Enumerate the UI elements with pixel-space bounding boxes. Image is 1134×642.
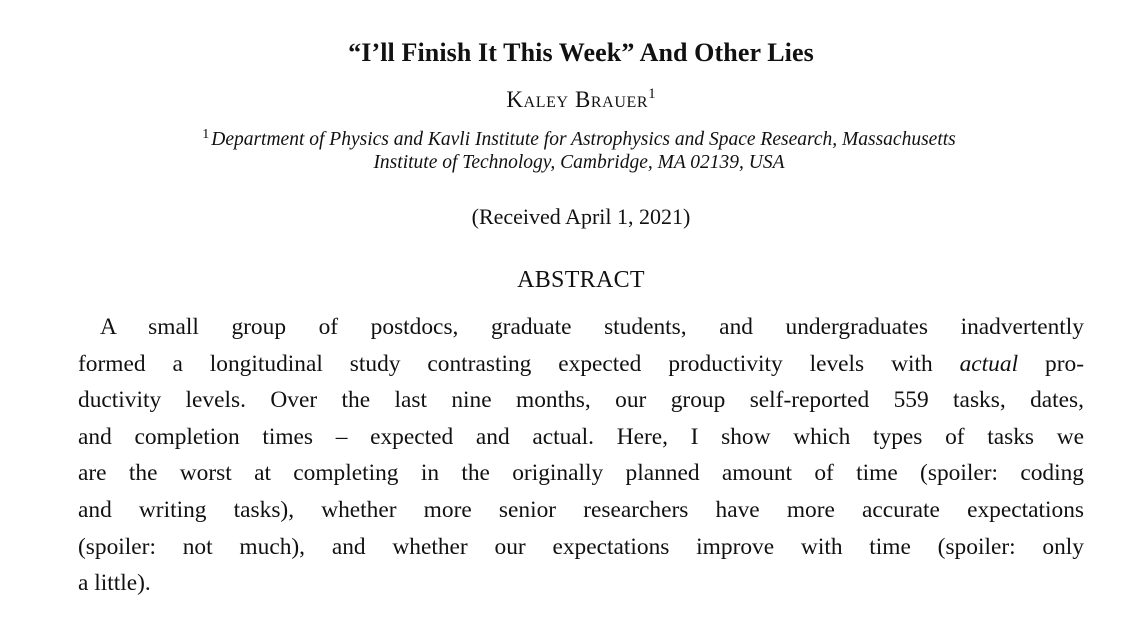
abstract-line-8: a little). [78,570,151,597]
abstract-line-3: ductivity levels. Over the last nine months, our group self-reported 559 tasks, dates, [78,387,1084,414]
affiliation-line-2: Institute of Technology, Cambridge, MA 02139, USA [373,152,785,173]
abstract-emphasis-actual: actual [959,350,1019,377]
abstract-line-7: (spoiler: not much), and whether our expectations improve with time (spoiler: only [78,533,1084,560]
affiliation-line-1: Department of Physics and Kavli Institute for Astrophysics and Space Research, Massachusetts [211,129,956,150]
abstract-line-2 [78,346,1084,383]
affiliation [86,128,1072,174]
abstract-heading: ABSTRACT [517,267,645,293]
abstract-body [78,309,1084,602]
author-name: Kaley Brauer [506,87,649,112]
author-affiliation-mark: 1 [648,86,656,102]
affiliation-mark: 1 [202,127,210,142]
author-line [0,86,1134,114]
paper-title: “I’ll Finish It This Week” And Other Lies [348,38,814,67]
abstract-line-6: and writing tasks), whether more senior researchers have more accurate expectations [78,496,1084,523]
abstract-line-2-tail: pro- [1018,350,1084,377]
abstract-line-2-text: formed a longitudinal study contrasting expected productivity levels with [78,350,960,377]
abstract-line-4: and completion times – expected and actual. Here, I show which types of tasks we [78,423,1084,450]
abstract-line-1: A small group of postdocs, graduate students, and undergraduates inadvertently [100,314,1084,340]
abstract-line-5: are the worst at completing in the originally planned amount of time (spoiler: coding [78,460,1084,487]
received-date: (Received April 1, 2021) [471,204,691,229]
